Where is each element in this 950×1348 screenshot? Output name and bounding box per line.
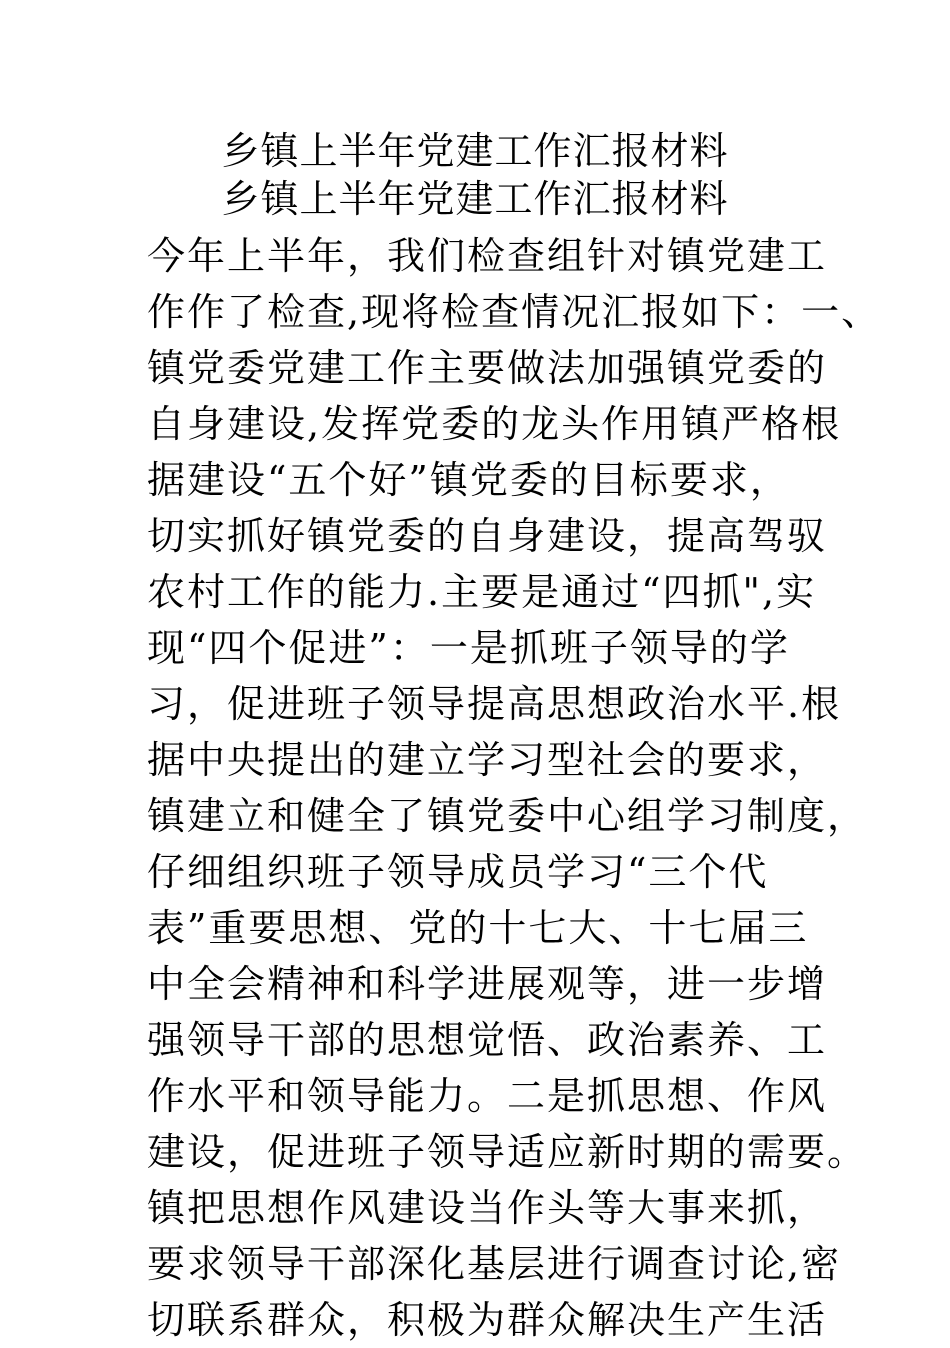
body-line: 今年上半年，我们检查组针对镇党建工 (147, 234, 828, 278)
body-line: 据中央提出的建立学习型社会的要求， (147, 738, 828, 782)
body-line: 中全会精神和科学进展观等，进一步增 (147, 962, 828, 1006)
body-line: 习，促进班子领导提高思想政治水平.根 (147, 682, 842, 726)
body-line: 切联系群众，积极为群众解决生产生活 (147, 1298, 828, 1342)
body-line: 作水平和领导能力。二是抓思想、作风 (147, 1074, 828, 1118)
body-line: 自身建设,发挥党委的龙头作用镇严格根 (147, 402, 842, 446)
document-subtitle: 乡镇上半年党建工作汇报材料 (221, 177, 729, 221)
body-line: 作作了检查,现将检查情况汇报如下：一、 (147, 290, 882, 334)
body-line: 切实抓好镇党委的自身建设，提高驾驭 (147, 514, 828, 558)
body-line: 农村工作的能力.主要是通过“四抓",实 (147, 570, 817, 614)
body-line: 建设，促进班子领导适应新时期的需要。 (147, 1130, 868, 1174)
body-line: 仔细组织班子领导成员学习“三个代 (147, 850, 769, 894)
body-line: 镇党委党建工作主要做法加强镇党委的 (147, 346, 828, 390)
body-line: 要求领导干部深化基层进行调查讨论,密 (147, 1242, 842, 1286)
body-line: 强领导干部的思想觉悟、政治素养、工 (147, 1018, 828, 1062)
document-body (147, 228, 882, 1348)
body-line: 现“四个促进”：一是抓班子领导的学 (147, 626, 790, 670)
body-line: 表”重要思想、党的十七大、十七届三 (147, 906, 809, 950)
body-line: 镇把思想作风建设当作头等大事来抓， (147, 1186, 828, 1230)
document-title: 乡镇上半年党建工作汇报材料 (221, 129, 729, 173)
body-line: 镇建立和健全了镇党委中心组学习制度， (147, 794, 868, 838)
body-line: 据建设“五个好”镇党委的目标要求， (147, 458, 790, 502)
